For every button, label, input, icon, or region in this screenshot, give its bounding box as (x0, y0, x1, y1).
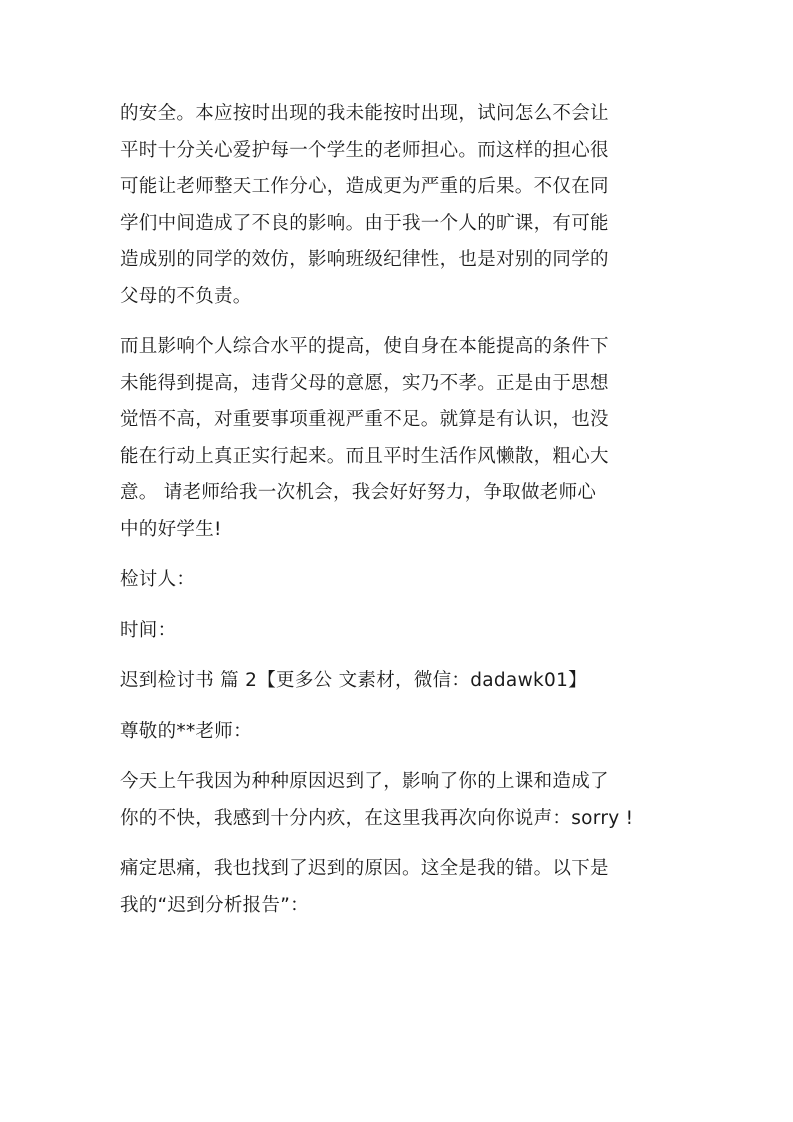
text-line: 痛定思痛，我也找到了迟到的原因。这全是我的错。以下是 (120, 858, 609, 879)
text-line: 而且影响个人综合水平的提高，使自身在本能提高的条件下 (120, 336, 609, 357)
paragraph-gap (120, 548, 676, 562)
text-line: 今天上午我因为种种原因迟到了，影响了你的上课和造成了 (120, 771, 609, 792)
text-line: 学们中间造成了不良的影响。由于我一个人的旷课，有可能 (120, 212, 609, 234)
text-line: 未能得到提高，违背父母的意愿，实乃不孝。正是由于思想 (120, 372, 609, 394)
text-line: 的安全。本应按时出现的我未能按时出现，试问怎么不会让 (120, 103, 609, 124)
section-heading (120, 663, 676, 700)
text-line: 中的好学生! (120, 518, 222, 540)
paragraph-gap (120, 649, 676, 663)
paragraph-gap (120, 837, 676, 851)
salutation (120, 714, 676, 751)
paragraph-gap (120, 315, 676, 329)
paragraph-absence-impact (120, 96, 676, 315)
text-line: 我的“迟到分析报告”： (120, 894, 309, 916)
paragraph-gap (120, 700, 676, 714)
paragraph-gap (120, 750, 676, 764)
text-line: 能在行动上真正实行起来。而且平时生活作风懒散，粗心大 (120, 445, 609, 467)
date-label (120, 613, 676, 650)
section-heading-text: 迟到检讨书 篇 2【更多公 文素材，微信：dadawk01】 (120, 670, 587, 691)
text-line: 可能让老师整天工作分心，造成更为严重的后果。不仅在同 (120, 176, 609, 197)
document-body (120, 96, 676, 924)
text-line: 父母的不负责。 (120, 285, 252, 307)
text-line: 造成别的同学的效仿，影响班级纪律性，也是对别的同学的 (120, 249, 609, 270)
paragraph-reflection (120, 851, 676, 924)
date-text: 时间： (120, 619, 177, 641)
signatory-label (120, 562, 676, 599)
text-line: 平时十分关心爱护每一个学生的老师担心。而这样的担心很 (120, 139, 609, 161)
paragraph-personal-impact (120, 329, 676, 548)
salutation-text: 尊敬的**老师： (120, 720, 252, 742)
text-line: 意。 请老师给我一次机会，我会好好努力，争取做老师心 (120, 482, 597, 503)
signatory-text: 检讨人： (120, 569, 196, 590)
text-line: 觉悟不高，对重要事项重视严重不足。就算是有认识，也没 (120, 409, 609, 430)
paragraph-apology (120, 764, 676, 837)
text-line: 你的不快，我感到十分内疚，在这里我再次向你说声：sorry ! (120, 807, 634, 829)
paragraph-gap (120, 599, 676, 613)
